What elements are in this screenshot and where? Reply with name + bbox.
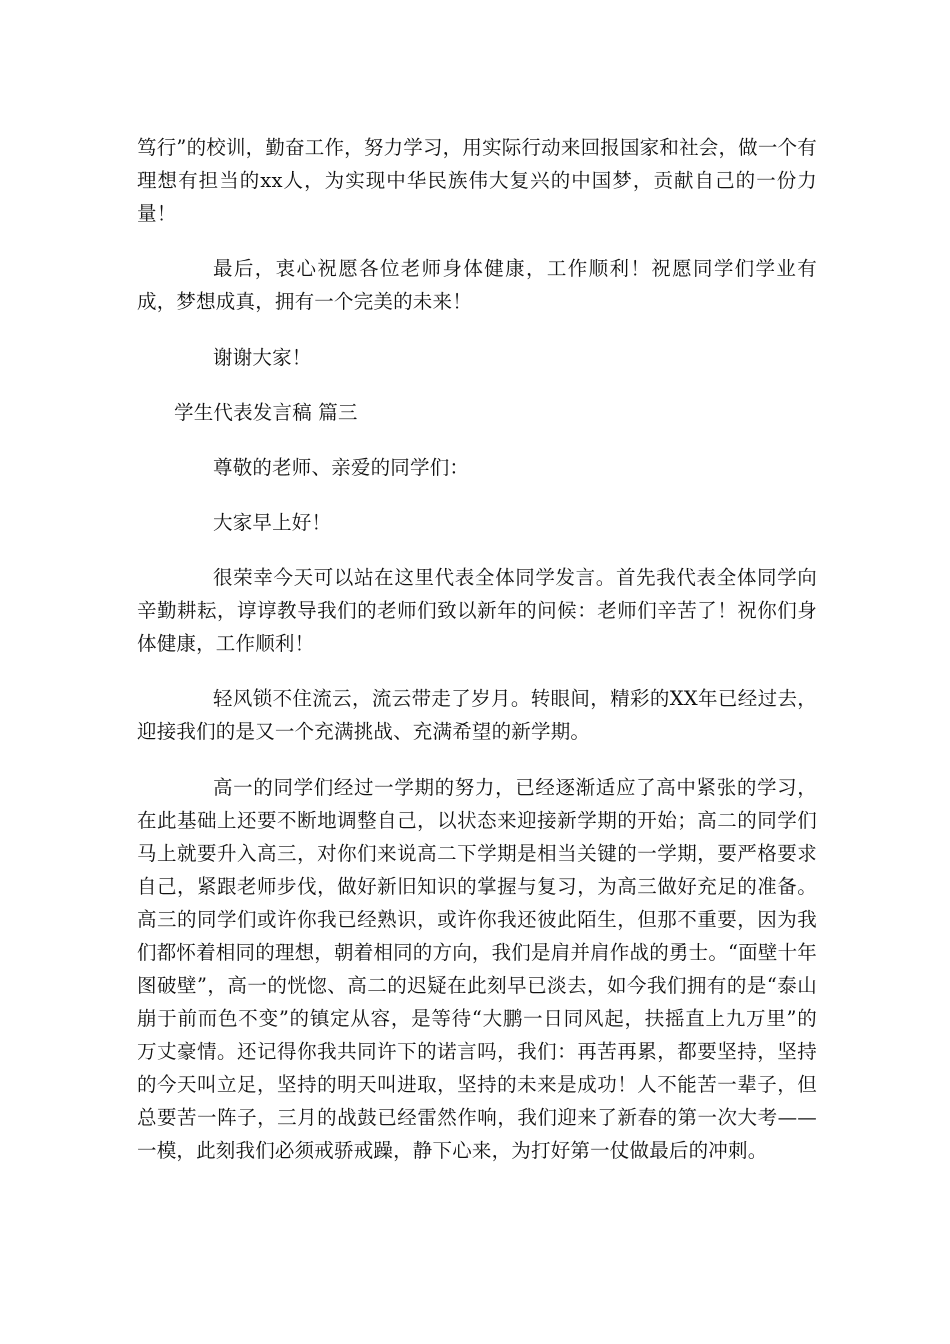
section-heading: 学生代表发言稿 篇三 <box>174 401 358 424</box>
paragraph-closing-wishes: 最后，衷心祝愿各位老师身体健康，工作顺利！祝愿同学们学业有成，梦想成真，拥有一个完美的未来！ <box>137 257 817 313</box>
paragraph-greeting: 大家早上好！ <box>213 511 332 534</box>
document-body <box>137 131 817 1167</box>
paragraph-continuation: 笃行”的校训，勤奋工作，努力学习，用实际行动来回报国家和社会，做一个有理想有担当的xx人，为实现中华民族伟大复兴的中国梦，贡献自己的一份力量！ <box>137 136 817 225</box>
paragraph-thanks: 谢谢大家！ <box>213 346 312 369</box>
paragraph-new-semester: 轻风锁不住流云，流云带走了岁月。转眼间，精彩的XX年已经过去，迎接我们的是又一个充满挑战、充满希望的新学期。 <box>137 687 817 743</box>
paragraph-salutation: 尊敬的老师、亲爱的同学们： <box>213 456 470 479</box>
paragraph-intro: 很荣幸今天可以站在这里代表全体同学发言。首先我代表全体同学向辛勤耕耘，谆谆教导我们的老师们致以新年的问候：老师们辛苦了！祝你们身体健康，工作顺利！ <box>137 566 817 655</box>
paragraph-main-body: 高一的同学们经过一学期的努力，已经逐渐适应了高中紧张的学习，在此基础上还要不断地调整自己，以状态来迎接新学期的开始；高二的同学们马上就要升入高三，对你们来说高二下学期是相当关键的一学期，要严格要求自己，紧跟老师步伐，做好新旧知识的掌握与复习，为高三做好充足的准备。高三的同学们或许你我已经熟识，或许你我还彼此陌生，但那不重要，因为我们都怀着相同的理想，朝着相同的方向，我们是肩并肩作战的勇士。“面壁十年图破壁”，高一的恍惚、高二的迟疑在此刻早已淡去，如今我们拥有的是“泰山崩于前而色不变”的镇定从容，是等待“大鹏一日同风起，扶摇直上九万里”的万丈豪情。还记得你我共同许下的诺言吗，我们：再苦再累，都要坚持，坚持的今天叫立足，坚持的明天叫进取，坚持的未来是成功！人不能苦一辈子，但总要苦一阵子，三月的战鼓已经雷然作响，我们迎来了新春的第一次大考——一模，此刻我们必须戒骄戒躁，静下心来，为打好第一仗做最后的冲刺。 <box>137 776 817 1162</box>
